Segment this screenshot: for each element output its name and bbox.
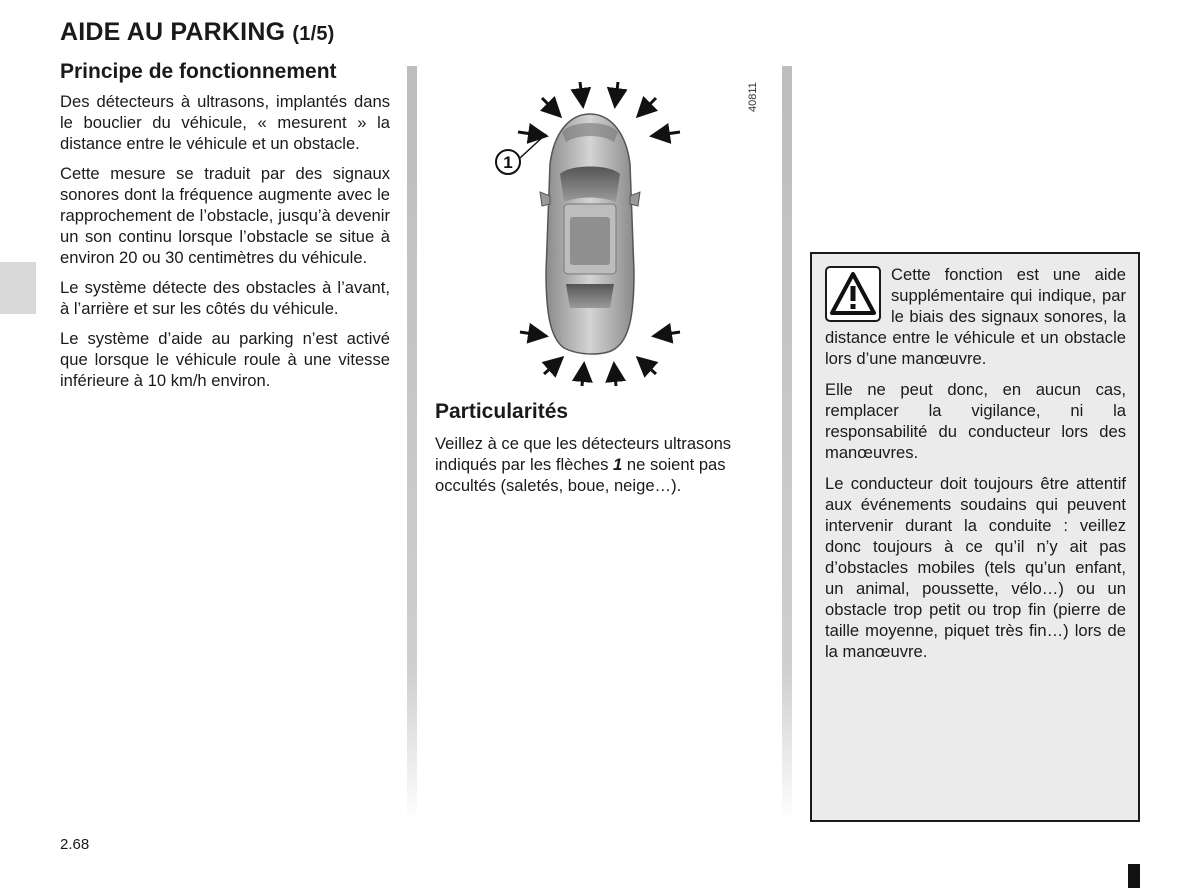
warning-box bbox=[810, 252, 1140, 822]
sensor-arrow-icon bbox=[544, 358, 562, 374]
sensor-arrow-icon bbox=[614, 364, 616, 386]
particularities-text-after: ne soient pas occultés (saletés, boue, neige…). bbox=[435, 455, 726, 495]
sensor-arrow-icon bbox=[582, 364, 584, 386]
sensor-arrow-icon bbox=[615, 82, 618, 106]
principle-paragraph-4: Le système d’aide au parking n’est activé que lorsque le véhicule roule à une vitesse inférieure à 10 km/h environ. bbox=[60, 329, 390, 390]
callout-leader-line bbox=[520, 134, 546, 158]
sensor-arrow-icon bbox=[638, 358, 656, 374]
particularities-text-before: Veillez à ce que les détecteurs ultrasons indiqués par les flèches bbox=[435, 434, 732, 474]
particularities-heading: Particularités bbox=[435, 400, 569, 423]
principle-paragraph-2: Cette mesure se traduit par des signaux sonores dont la fréquence augmente avec le rapprochement de l’obstacle, jusqu’à devenir un son continu lorsque l’obstacle se situe à environ 20 ou 30 centimètres du véhicule. bbox=[60, 164, 390, 267]
page-title-part: (1/5) bbox=[292, 23, 335, 45]
principle-column bbox=[60, 60, 390, 400]
sunroof bbox=[570, 217, 610, 265]
sensor-arrow-icon bbox=[638, 98, 656, 116]
callout-label: 1 bbox=[503, 153, 513, 172]
sensor-arrow-icon bbox=[518, 132, 546, 136]
warning-paragraph-3: Le conducteur doit toujours être attentif aux événements soudains qui peuvent intervenir durant la conduite : veillez donc toujours à ce qu’il n’y ait pas d’obstacles mobiles (tels qu’un enfant, un animal, poussette, vélo…) ou un obstacle trop petit ou trop fin (pierre de taille moyenne, piquet très fin…) lors de la manœuvre. bbox=[825, 474, 1126, 661]
sensor-arrow-icon bbox=[520, 332, 546, 336]
parking-sensor-figure bbox=[470, 72, 770, 392]
particularities-column bbox=[435, 400, 765, 505]
column-divider-right bbox=[782, 66, 792, 822]
page-title bbox=[60, 18, 335, 47]
rear-window bbox=[566, 284, 614, 308]
warning-triangle-icon bbox=[825, 266, 881, 322]
page-title-text: AIDE AU PARKING bbox=[60, 18, 286, 46]
page-corner-mark bbox=[1128, 864, 1140, 888]
chapter-tab-marker bbox=[0, 262, 36, 314]
figure-reference: 40811 bbox=[747, 82, 759, 112]
sensor-arrow-icon bbox=[542, 98, 560, 116]
sensor-arrow-icon bbox=[654, 332, 680, 336]
principle-heading: Principe de fonctionnement bbox=[60, 60, 337, 83]
sensor-arrow-icon bbox=[652, 132, 680, 136]
warning-paragraph-2: Elle ne peut donc, en aucun cas, remplacer la vigilance, ni la responsabilité du conducteur lors des manœuvres. bbox=[825, 380, 1126, 462]
sensor-arrow-icon bbox=[580, 82, 583, 106]
principle-paragraph-3: Le système détecte des obstacles à l’avant, à l’arrière et sur les côtés du véhicule. bbox=[60, 278, 390, 318]
car-top-view-illustration bbox=[470, 72, 770, 392]
particularities-paragraph bbox=[435, 433, 765, 496]
page-number: 2.68 bbox=[60, 836, 90, 853]
warning-content bbox=[825, 264, 1126, 672]
warning-paragraph-1: Cette fonction est une aide supplémentaire qui indique, par le biais des signaux sonores, la distance entre le véhicule et un obstacle lors d’une manœuvre. bbox=[825, 265, 1126, 368]
particularities-arrow-ref: 1 bbox=[613, 455, 623, 474]
windshield bbox=[560, 167, 620, 203]
principle-paragraph-1: Des détecteurs à ultrasons, implantés dans le bouclier du véhicule, « mesurent » la distance entre le véhicule et un obstacle. bbox=[60, 92, 390, 153]
column-divider-left bbox=[407, 66, 417, 822]
